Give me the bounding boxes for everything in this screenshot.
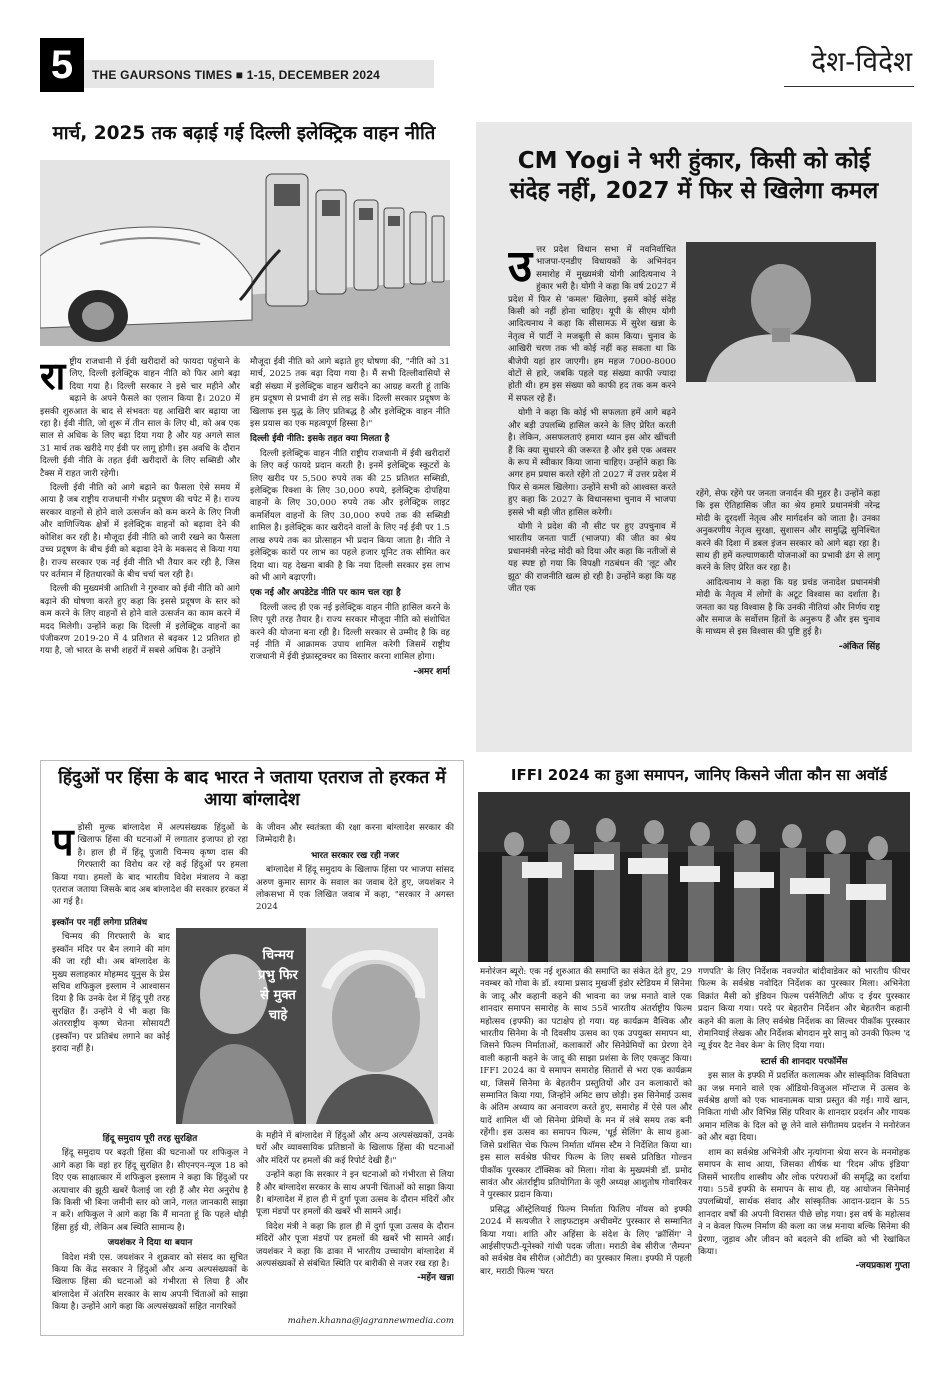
- ev-charging-illustration: [40, 160, 450, 346]
- article4-column-1: [480, 966, 692, 1334]
- paragraph: योगी ने प्रदेश की नौ सीट पर हुए उपचुनाव में भारतीय जनता पार्टी (भाजपा) की जीत का श्रेय प्रधानमंत्री नरेन्द्र मोदी को दिया और कहा कि नतीजों से यह स्पष्ट हो गया कि विपक्षी गठबंधन की 'लूट और झूठ' की राजनीति खत्म हो रही है। उन्होंने कहा कि यह जीत एक: [508, 521, 676, 594]
- article3-column-1: [52, 822, 248, 922]
- byline: -अंकित सिंह: [838, 641, 880, 652]
- subheading: दिल्ली ईवी नीति: इसके तहत क्या मिलता है: [250, 434, 390, 445]
- paragraph: ड़ोसी मुल्क बांग्लादेश में अल्पसंख्यक हिंदुओं के खिलाफ हिंसा की घटनाओं में लगातार इजाफा हो रहा है। हाल ही में हिंदू पुजारी चिन्मय कृष्ण दास की गिरफ्तारी का विरोध कर रहे कई हिंदुओं पर हमला किया गया। हमलों के बाद भारतीय विदेश मंत्रालय ने कड़ा एतराज जताया जिसके बाद अब बांग्लादेश की सरकार हरकत में आ गई है।: [52, 823, 248, 908]
- paragraph: उन्होंने कहा कि सरकार ने इन घटनाओं को गंभीरता से लिया है और बांग्लादेश सरकार के साथ अपनी चिंताओं को साझा किया है। बांग्लादेश में हाल ही में दुर्गा पूजा उत्सव के दौरान मंदिरों और पूजा मंडपों पर हमलों की खबरें भी सामने आईं।: [256, 1170, 454, 1218]
- portrait-illustration: [686, 242, 876, 382]
- paragraph: त्तर प्रदेश विधान सभा में नवनिर्वाचित भाजपा-एनडीए विधायकों के अभिनंदन समारोह में मुख्यमंत्री योगी आदित्यनाथ ने हुंकार भरी है। योगी ने कहा कि वर्ष 2027 में प्रदेश में फिर से 'कमल' खिलेगा, इसमें कोई संदेह किसी को नहीं होना चाहिए। यूपी के सीएम योगी आदित्यनाथ ने कहा कि सीसामऊ में सुरेश खन्ना के नेतृत्व में पार्टी ने मजबूती से काम किया। चुनाव के आखिरी चरण तक भी कोई नहीं कह सकता था कि बीजेपी यहां हार जाएगी। हम महज 7000-8000 वोटों से हारे, जबकि पहले यह संख्या काफी ज्यादा होती थी। हम इस संख्या को काफी हद तक कम करने में सफल रहे हैं।: [508, 245, 676, 404]
- masthead: [40, 36, 920, 96]
- article1-column-1: [40, 356, 240, 740]
- photo-overlay-text: चिन्मय प्रभु फिर से मुक्त चाहे: [258, 948, 298, 1023]
- paragraph: के जीवन और स्वतंत्रता की रक्षा करना बांग्लादेश सरकार की जिम्मेदारी है।: [256, 823, 454, 846]
- subheading: एक नई और अपडेटेड नीति पर काम चल रहा है: [250, 588, 401, 599]
- article3-headline: हिंदुओं पर हिंसा के बाद भारत ने जताया एतराज तो हरकत में आया बांग्लादेश: [58, 768, 446, 810]
- article4-column-2: [698, 966, 910, 1334]
- paragraph: के महीने में बांग्लादेश में हिंदुओं और अन्य अल्पसंख्यकों, उनके घरों और व्यावसायिक प्रतिष्ठानों के खिलाफ हिंसा की घटनाओं और मंदिरों पर हमलों की कई रिपोर्ट देखी हैं।": [256, 1131, 454, 1166]
- ev-charging-photo: [40, 160, 450, 346]
- paragraph: विदेश मंत्री ने कहा कि हाल ही में दुर्गा पूजा उत्सव के दौरान मंदिरों और पूजा मंडपों पर हमलों की खबरें भी सामने आईं। जयशंकर ने कहा कि ढाका में भारतीय उच्चायोग बांग्लादेश में अल्पसंख्यकों से संबंधित स्थिति पर बारीकी से नजर रख रहा है।: [256, 1221, 454, 1270]
- byline: -अमर शर्मा: [413, 666, 450, 677]
- paragraph: इस साल के इफ्फी में प्रदर्शित कलात्मक और सांस्कृतिक विविधता का जश्न मनाने वाले एक ऑडियो-विजुअल मॉन्टाज में उत्सव के सर्वश्रेष्ठ क्षणों को एक भावनात्मक यात्रा प्रस्तुत की गई। गायें खान, निकिता गांधी और विभिन्न सिंह परिवार के शानदार प्रदर्शन और गायक अमान मलिक के दिल को छू लेने वाले संगीतमय प्रदर्शन ने मनोरंजन को और बढ़ा दिया।: [698, 1071, 910, 1144]
- paragraph: मौजूदा ईवी नीति को आगे बढ़ाते हुए घोषणा की, "नीति को 31 मार्च, 2025 तक बढ़ा दिया गया है। मैं सभी दिल्लीवासियों से बड़ी संख्या में इलेक्ट्रिक वाहन खरीदने का आग्रह करती हूं ताकि हम प्रदूषण से प्रभावी ढंग से लड़ सकें। दिल्ली सरकार प्रदूषण के खिलाफ इस युद्ध के लिए प्रतिबद्ध है और इलेक्ट्रिक वाहन नीति इस प्रयास का एक महत्वपूर्ण हिस्सा है।": [250, 357, 450, 430]
- bangladesh-photo: [176, 928, 438, 1124]
- subheading: हिंदू समुदाय पूरी तरह सुरक्षित: [102, 1134, 198, 1144]
- article2-column-1: [508, 244, 676, 744]
- article3-column-2: [256, 822, 454, 922]
- paragraph: विदेश मंत्री एस. जयशंकर ने शुक्रवार को संसद का सूचित किया कि केंद्र सरकार ने हिंदुओं और अन्य अल्पसंख्यकों के खिलाफ हिंसा की घटनाओं को गंभीरता से लिया है और बांग्लादेश में अंतरिम सरकार के साथ अपनी चिंताओं को साझा किया है। उन्होंने आगे कहा कि अल्पसंख्यकों सहित नागरिकों: [52, 1252, 248, 1313]
- dropcap: उ: [508, 244, 533, 292]
- article2-column-2: [696, 488, 880, 744]
- byline: -महेंन खन्ना: [417, 1273, 454, 1284]
- paragraph: ष्ट्रीय राजधानी में ईवी खरीदारों को फायदा पहुंचाने के लिए, दिल्ली इलेक्ट्रिक वाहन नीति को फिर आगे बढ़ा दिया गया है। दिल्ली सरकार ने इसे चार महीने और बढ़ाने के अपने फैसले का एलान किया है। 2020 में इसकी शुरुआत के बाद से संभवतः यह आखिरी बार बढ़ाया जा रहा है। ईवी नीति, जो शुरू में तीन साल के लिए थी, को अब एक साल से अधिक के लिए बढ़ा दिया गया है और यह अगले साल 31 मार्च तक खरीदे गए ईवी पर लागू होगी। इस अवधि के दौरान दिल्ली ईवी नीति के तहत ईवी खरीदारों के लिए सब्सिडी और टैक्स में राहत जारी रहेगी।: [40, 357, 240, 479]
- paragraph: योगी ने कहा कि कोई भी सफलता हमें आगे बढ़ने और बड़ी उपलब्धि हासिल करने के लिए प्रेरित करती है। लेकिन, असफलताएं हमारा ध्यान इस ओर खींचती हैं कि क्या सुधारने की जरूरत है और इसे एक अवसर के रूप में स्वीकार किया जाना चाहिए। उन्होंने कहा कि अगर हम प्रयास करते रहेंगे तो 2027 में उत्तर प्रदेश में फिर से कमल खिलेगा। उन्होंने सभी को आश्वस्त करते हुए कहा कि 2027 के विधानसभा चुनाव में भाजपा इससे भी बड़ी जीत हासिल करेगी।: [508, 408, 676, 518]
- subheading: स्टार्स की शानदार परफॉर्मेंस: [760, 1056, 848, 1067]
- article3-column-1c: [52, 1130, 248, 1338]
- subheading: जयशंकर ने दिया था बयान: [107, 1238, 193, 1249]
- collage-illustration: [176, 928, 438, 1124]
- article4-headline: IFFI 2024 का हुआ समापन, जानिए किसने जीता कौन सा अवॉर्ड: [510, 766, 888, 784]
- paragraph: दिल्ली की मुख्यमंत्री आतिशी ने गुरुवार को ईवी नीति को आगे बढ़ाने की घोषणा करते हुए कहा कि इससे प्रदूषण के स्तर को कम करने के लिए वाहनों से होने वाले उत्सर्जन का काम करने में मदद मिलेगी। उन्होंने कहा कि दिल्ली में इलेक्ट्रिक वाहनों का पंजीकरण 2019-20 में 4 प्रतिशत से बढ़कर 12 प्रतिशत हो गया है, जो भारत के सभी शहरों में सबसे अधिक है। उन्होंने: [40, 584, 240, 657]
- paragraph: दिल्ली इलेक्ट्रिक वाहन नीति राष्ट्रीय राजधानी में ईवी खरीदारों के लिए कई फायदे प्रदान करती है। इनमें इलेक्ट्रिक स्कूटरों के लिए खरीद पर 5,500 रुपये तक की 25 प्रतिशत सब्सिडी, इलेक्ट्रिक रिक्शा के लिए 30,000 रुपये, इलेक्ट्रिक दोपहिया वाहनों के लिए 30,000 रुपये तक और इलेक्ट्रिक लाइट कमर्शियल वाहनों के लिए 30,000 रुपये तक की सब्सिडी शामिल है। इलेक्ट्रिक कार खरीदने वालों के लिए नई ईवी पर 1.5 लाख रुपये तक का प्रोत्साहन भी प्रदान किया जाता है। नीति ने इलेक्ट्रिक कारों पर लाभ का पहले हजार यूनिट तक सीमित कर दिया था। यह देखना बाकी है कि नया दिल्ली सरकार इस लाभ को भी आगे बढ़ाएगी।: [250, 448, 450, 583]
- paragraph: बांग्लादेश में हिंदू समुदाय के खिलाफ हिंसा पर भाजपा सांसद अरुण कुमार सागर के सवाल का जवाब देते हुए, जयशंकर ने लोकसभा में एक लिखित जवाब में कहा, "सरकार ने अगस्त 2024: [256, 865, 454, 913]
- article3-column-2c: [256, 1130, 454, 1318]
- iffi-photo: [478, 792, 910, 962]
- paragraph: प्रसिद्ध ऑस्ट्रेलियाई फिल्म निर्माता फिलिप नॉयस को इफ्फी 2024 में सत्यजीत रे लाइफटाइम अचीवमेंट पुरस्कार से सम्मानित किया गया। शांति और अहिंसा के संदेश के लिए 'क्रॉसिंग' ने आईसीएफटी-यूनेस्को गांधी पदक जीता। मराठी वेब सीरीज 'लैम्पन' को सर्वश्रेष्ठ वेब सीरीज (ओटीटी) का पुरस्कार मिला। इफ्फी में पहली बार, मराठी फिल्म 'घरत: [480, 1204, 692, 1277]
- paragraph: दिल्ली ईवी नीति को आगे बढ़ाने का फैसला ऐसे समय में आया है जब राष्ट्रीय राजधानी गंभीर प्रदूषण की चपेट में है। राज्य सरकार वाहनों से होने वाले उत्सर्जन को कम करने के लिए निजी और वाणिज्यिक क्षेत्रों में इलेक्ट्रिक वाहनों को बढ़ावा देने की कोशिश कर रही है। मौजूदा ईवी नीति को जारी रखने का फैसला उच्च प्रदूषण के बीच ईवी को बढ़ावा देने के मकसद से किया गया है। राज्य सरकार एक नई ईवी नीति भी तैयार कर रही है, जिस पर वर्तमान में हितधारकों के बीच चर्चा चल रही है।: [40, 483, 240, 580]
- dropcap: प: [52, 822, 74, 864]
- section-title: देश-विदेश: [811, 45, 912, 78]
- paragraph: आदित्यनाथ ने कहा कि यह प्रचंड जनादेश प्रधानमंत्री मोदी के नेतृत्व में लोगों के अटूट विश्वास का दर्शाता है। जनता का यह विश्वास है कि उनकी नीतियां और निर्णय राष्ट्र और समाज के सर्वोत्तम हितों के अनुरूप हैं और इस चुनाव के माध्यम से इस विश्वास की पुष्टि हुई है।: [696, 577, 880, 638]
- subheading: इस्कॉन पर नहीं लगेगा प्रतिबंध: [52, 918, 148, 928]
- paragraph: हिंदू समुदाय पर बढ़ती हिंसा की घटनाओं पर शफिकुल ने आगे कहा कि वहां हर हिंदू सुरक्षित है। सीएनएन-न्यूज 18 को दिए एक साक्षात्कार में शफिकुल इस्लाम ने कहा कि हिंदुओं पर अत्याचार की झूठी खबरें फैलाई जा रही हैं और मेरा अनुरोध है कि किसी भी बिना जमीनी स्तर को जाने, गलत जानकारी साझा न करें। शफिकुल ने आगे कहा कि मैं मानता हूं कि पहले थोड़ी हिंसा हुई थी, लेकिन अब स्थिति सामान्य है।: [52, 1148, 248, 1233]
- article1-headline: मार्च, 2025 तक बढ़ाई गई दिल्ली इलेक्ट्रिक वाहन नीति: [52, 123, 436, 144]
- dropcap: रा: [40, 356, 66, 398]
- subheading: भारत सरकार रख रही नजर: [311, 850, 399, 861]
- author-email: mahen.khanna@jagrannewmedia.com: [287, 1316, 454, 1326]
- paragraph: चिन्मय की गिरफ्तारी के बाद इस्कॉन मंदिर पर बैन लगाने की मांग की जा रही थी। अब बांग्लादेश के मुख्य सलाहकार मोहम्मद यूनुस के प्रेस सचिव शफिकुल इस्लाम ने आश्वासन दिया है कि उनके देश में हिंदू पूरी तरह सुरक्षित हैं। उन्होंने ये भी कहा कि अंतरराष्ट्रीय कृष्ण चेतना सोसायटी (इस्कॉन) पर प्रतिबंध लगाने का कोई इरादा नहीं है।: [52, 932, 170, 1055]
- paragraph: मनोरंजन ब्यूरो: एक नई शुरुआत की समाप्ति का संकेत देते हुए, 29 नवम्बर को गोवा के डॉ. श्यामा प्रसाद मुखर्जी इंडोर स्टेडियम में सिनेमा के जादू और कहानी कहने की भावना का जश्न मनाते वाले एक शानदार समापन समारोह के साथ 55वें भारतीय अंतर्राष्ट्रीय फिल्म महोत्सव (इफ्फी) का पटाक्षेप हो गया। यह कार्यक्रम वैश्विक और भारतीय सिनेमा के नौ दिवसीय उत्सव का एक उपयुक्त समापन था, जिसने फिल्म निर्माताओं, कलाकारों और सिनेप्रेमियों का प्रेरणा देने वाली कहानी कहने के जादू की साझा प्रशंसा के लिए एकजुट किया। IFFI 2024 का ये समापन समारोह सितारों से भरा एक कार्यक्रम था, जिसमें सिनेमा के बेहतरीन प्रस्तुतियों और उन कलाकारों को सम्मानित किया गया, जिन्होंने अमिट छाप छोड़ी। इस सिनेमाई उत्सव के अंतिम अध्याय का अनावरण करते हुए, समारोह में ऐसे पल और यादें शामिल थीं जो सिनेमा प्रेमियों के मन में लंबे समय तक बनी रहेंगी। इस उत्सव का समापन फिल्म, 'धूई सेलिंग' के साथ हुआ- जिसे प्रशंसित चेक फिल्म निर्माता थॉमस स्टैम ने निर्देशित किया था। इस साल सर्वश्रेष्ठ फीचर फिल्म के लिए सबसे प्रतिष्ठित गोल्डन पीकॉक पुरस्कार टॉक्सिक को मिला। गोवा के मुख्यमंत्री डॉ. प्रमोद सावंत और अंतर्राष्ट्रीय प्रतियोगिता के जूरी अध्यक्ष आशुतोष गोवारिकर ने पुरस्कार प्रदान किया।: [480, 967, 692, 1201]
- paragraph: शाम का सर्वश्रेष्ठ अभिनेत्री और नृत्यांगना श्रेया सरन के मनमोहक समापन के साथ आया, जिसका शीर्षक था 'रिदम ऑफ इंडिया' जिसमें भारतीय शास्त्रीय और लोक परंपराओं की समृद्धि का दर्शाया गया। 55वें इफ्फी के समापन के साथ ही, यह आयोजन सिनेमाई उपलब्धियों, सार्थक संवाद और सांस्कृतिक आदान-प्रदान के 55 शानदार वर्षों की अपनी विरासत पीछे छोड़ गया। इस वर्ष के महोत्सव ने न केवल फिल्म निर्माण की कला का जश्न मनाया बल्कि सिनेमा की प्रेरणा, जुड़ाव और जीवन को बदलने की शक्ति को भी रेखांकित किया।: [698, 1147, 910, 1257]
- publication-title: THE GAURSONS TIMES ■ 1-15, DECEMBER 2024: [92, 68, 380, 82]
- article1-column-2: [250, 356, 450, 740]
- article3-column-1b: [52, 914, 170, 1126]
- award-ceremony-illustration: [478, 792, 910, 962]
- page-number: 5: [40, 38, 84, 92]
- paragraph: रहेंगे, सेफ रहेंगे पर जनता जनार्दन की मुहर है। उन्होंने कहा कि इस ऐतिहासिक जीत का श्रेय हमारे प्रधानमंत्री नरेन्द्र मोदी के दूरदर्शी नेतृत्व और मार्गदर्शन को जाता है। उनका अनुकरणीय नेतृत्व सुरक्षा, सुशासन और सामुद्धि सुनिश्चित करने की दिशा में डबल इंजन सरकार को आगे बढ़ा रहा है। साथ ही हमें कल्याणकारी योजनाओं का प्रभावी ढंग से लागू करने के लिए प्रेरित कर रहा है।: [696, 489, 880, 574]
- paragraph: गणपति' के लिए निर्देशक नवज्योत बांदीवाडेकर को भारतीय फीचर फिल्म के सर्वश्रेष्ठ नवोदित निर्देशक का पुरस्कार मिला। अभिनेता विक्रांत मैसी को इंडियन फिल्म पर्सनैलिटी ऑफ द ईयर पुरस्कार प्रदान किया गया। परदे पर बेहतरीन निर्देशन और बेहतरीन कहानी कहने की कला के लिए सर्वश्रेष्ठ निर्देशक का सिल्वर पीकॉक पुरस्कार रोमानियाई लेखक और निर्देशक बोगदान मुरे सानु को उनकी फिल्म 'द न्यू ईयर दैट नेवर केम' के लिए दिया गया।: [698, 967, 910, 1052]
- article2-headline: CM Yogi ने भरी हुंकार, किसी को कोई संदेह नहीं, 2027 में फिर से खिलेगा कमल: [509, 148, 879, 204]
- section-divider: [784, 86, 914, 87]
- yogi-photo: [686, 242, 876, 382]
- paragraph: दिल्ली जल्द ही एक नई इलेक्ट्रिक वाहन नीति हासिल करने के लिए पूरी तरह तैयार है। राज्य सरकार मौजूदा नीति को संशोधित करने की योजना बना रही है। दिल्ली सरकार से उम्मीद है कि वह नई नीति में आक्रामक उपाय शामिल करेगी जिसमें राष्ट्रीय राजधानी में ईवी इंफ्रास्ट्रक्चर का विस्तार करना शामिल होगा।: [250, 602, 450, 663]
- byline: -जयप्रकाश गुप्ता: [855, 1261, 910, 1272]
